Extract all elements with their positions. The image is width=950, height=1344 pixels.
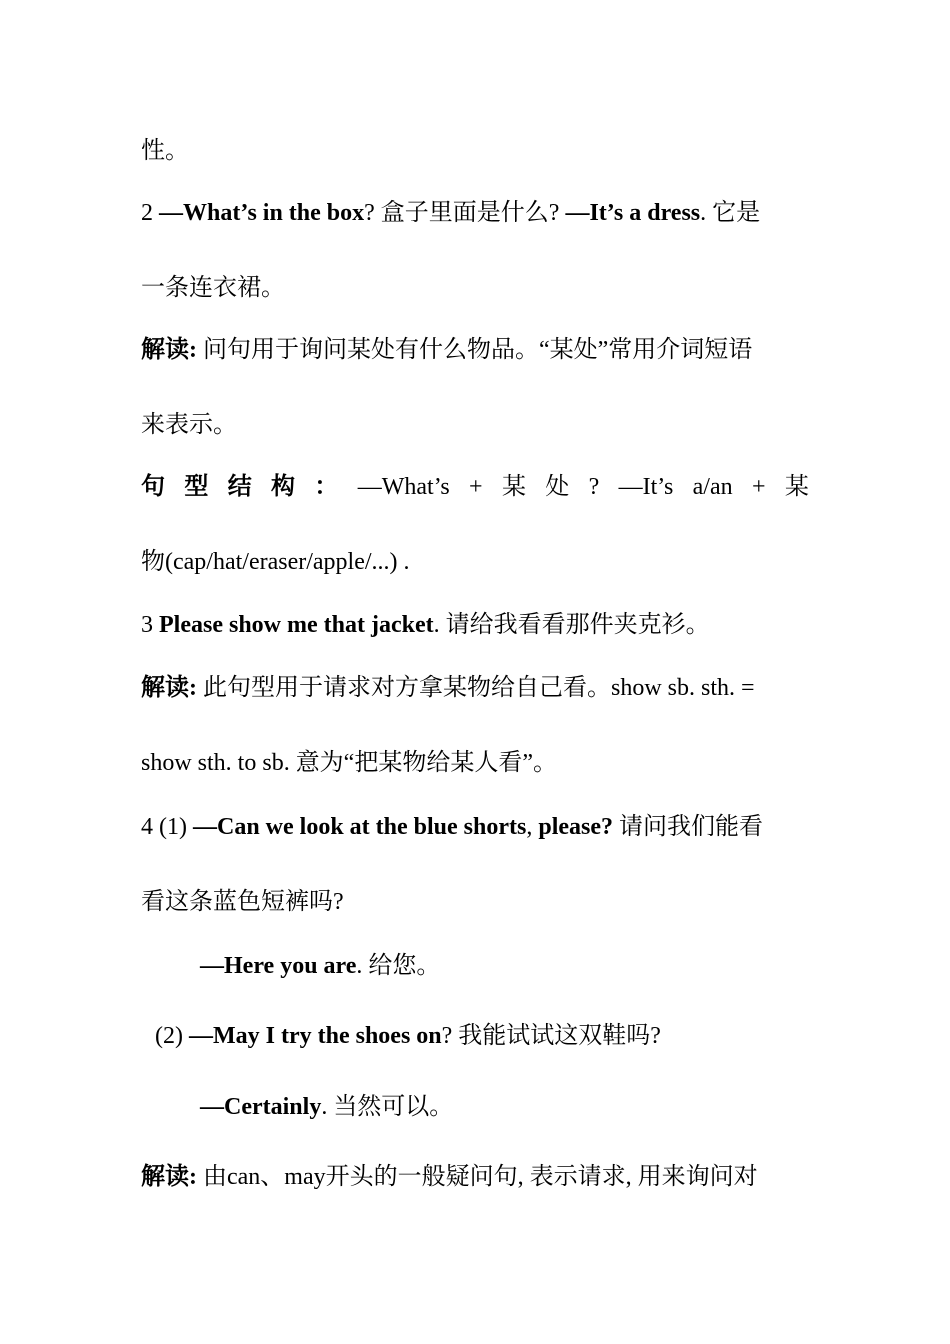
sentence-4-1: 4 (1) —Can we look at the blue shorts, please? 请问我们能看 xyxy=(141,814,764,840)
sentence-pattern-continuation: 物(cap/hat/eraser/apple/...) . xyxy=(141,549,410,575)
sentence-pattern: 句 型 结 构 ： —What’s + 某 处 ? —It’s a/an + 某 xyxy=(141,474,809,500)
text-line: 性。 xyxy=(141,138,189,164)
note-label: 解读: xyxy=(141,1164,197,1190)
sentence-2-continuation: 一条连衣裙。 xyxy=(141,275,285,301)
note-2-continuation: 来表示。 xyxy=(141,412,237,438)
note-label: 解读: xyxy=(141,337,197,363)
sentence-3: 3 Please show me that jacket. 请给我看看那件夹克衫。 xyxy=(141,612,710,638)
sentence-4-2-answer: —Certainly. 当然可以。 xyxy=(200,1094,454,1120)
sentence-4-2: (2) —May I try the shoes on? 我能试试这双鞋吗? xyxy=(155,1023,661,1049)
note-3-continuation: show sth. to sb. 意为“把某物给某人看”。 xyxy=(141,750,557,776)
note-2: 解读: 问句用于询问某处有什么物品。“某处”常用介词短语 xyxy=(141,337,753,363)
sentence-2: 2 —What’s in the box? 盒子里面是什么? —It’s a dress. 它是 xyxy=(141,200,761,226)
sentence-4-1-answer: —Here you are. 给您。 xyxy=(200,953,441,979)
sentence-4-1-continuation: 看这条蓝色短裤吗? xyxy=(141,889,344,915)
note-4: 解读: 由can、may开头的一般疑问句, 表示请求, 用来询问对 xyxy=(141,1164,758,1190)
note-3: 解读: 此句型用于请求对方拿某物给自己看。show sb. sth. = xyxy=(141,675,755,701)
note-label: 解读: xyxy=(141,675,197,701)
